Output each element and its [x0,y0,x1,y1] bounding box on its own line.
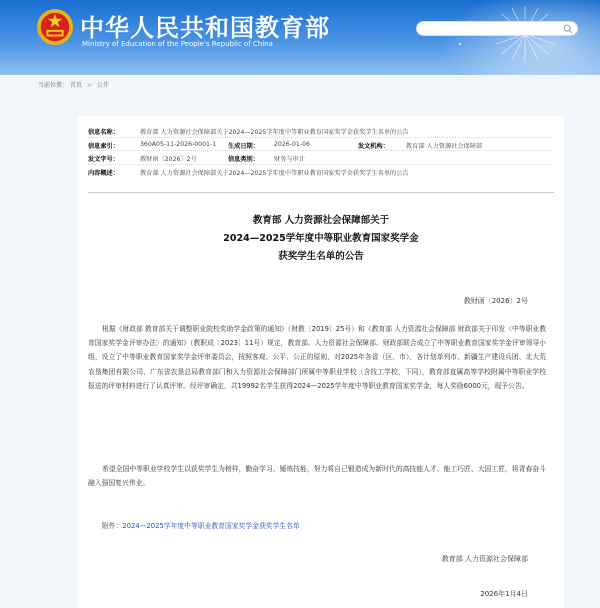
article-paragraph-1: 根据《财政部 教育部关于调整职业院校奖助学金政策的通知》（财教〔2019〕25号）和《教育部 人力资源社会保障部 财政部关于印发〈中等职业教育国家奖学金评审办法〉的通知》（教职成〔2023〕11号）规定，教育部、人力资源社会保障部、财政部联合成立了中等职业教育国家奖学金评审领导小组，设立了中等职业教育国家奖学金评审委员会，按照客观、公平、公正的原则，对2025年各省（区、市）、各计划单列市、新疆生产建设兵团、北大荒农垦集团有限公司、广东省农垦总局教育部门和人力资源社会保障部门所属中等职业学校（含技工学校，下同），教育部直属高等学校附属中等职业学校报送的评审材料进行了认真评审。经评审确定，共19992名学生获得2024—2025学年度中等职业教育国家奖学金，每人奖励6000元，现予公告。 [88,325,546,390]
article-panel [78,116,564,608]
article-title-line1: 教育部 人力资源社会保障部关于 [252,215,390,226]
info-table [88,124,554,178]
article-doc-number: 教财函〔2026〕2号 [463,297,528,305]
attachment-label: 附件： [102,522,123,530]
info-name-label: 信息名称： [88,129,119,136]
info-index-value: 360A05-11-2026-0001-1 [140,140,217,148]
summary-value: 教育部 人力资源社会保障部关于2024—2025学年度中等职业教育国家奖学金获奖学生名单的公告 [140,169,409,177]
created-date-label: 生成日期： [228,142,259,150]
breadcrumb-separator: > [86,82,92,89]
category-label: 信息类别： [228,156,259,163]
breadcrumb-label: 当前位置： [38,82,69,89]
doc-number-label: 发文字号： [88,156,119,163]
attachment-link[interactable]: 2024—2025学年度中等职业教育国家奖学金获奖学生名单 [122,522,300,530]
national-emblem-icon [36,8,74,46]
info-row-docno [88,151,554,165]
dandelion-decoration-icon [430,4,580,74]
search-input[interactable] [416,21,578,36]
search-icon[interactable] [563,24,573,34]
site-subtitle: Ministry of Education of the People's Republic of China [82,40,273,48]
info-row-name [88,124,554,138]
site-title[interactable]: 中华人民共和国教育部 [80,13,330,42]
issuer-label: 发文机构： [358,142,389,150]
signature: 教育部 人力资源社会保障部 [441,555,528,563]
publish-date: 2026年1月4日 [480,590,528,598]
site-header [0,0,600,75]
attachment [102,520,300,530]
breadcrumb-home[interactable]: 首页 [69,82,82,89]
breadcrumb-public[interactable]: 公开 [96,82,109,89]
doc-number-value: 教财函〔2026〕2号 [140,156,197,163]
info-index-label: 信息索引： [88,142,119,150]
article-paragraph-2: 希望全国中等职业学校学生以获奖学生为榜样，勤奋学习、锤炼技能，努力将自己锻造成为新时代的高技能人才、能工巧匠、大国工匠，将青春奋斗融入强国复兴伟业。 [88,465,546,488]
info-row-index [88,138,554,152]
info-name-value: 教育部 人力资源社会保障部关于2024—2025学年度中等职业教育国家奖学金获奖学生名单的公告 [140,129,409,136]
info-row-summary [88,165,554,179]
article-title-line2: 2024—2025学年度中等职业教育国家奖学金 [223,233,419,244]
summary-label: 内容概述： [88,169,119,177]
breadcrumb [38,80,109,89]
article-title-line3: 获奖学生名单的公告 [278,251,364,262]
created-date-value: 2026-01-06 [274,140,310,148]
issuer-value: 教育部 人力资源社会保障部 [406,142,483,150]
category-value: 财务与审计 [274,156,305,163]
info-divider [88,192,554,193]
